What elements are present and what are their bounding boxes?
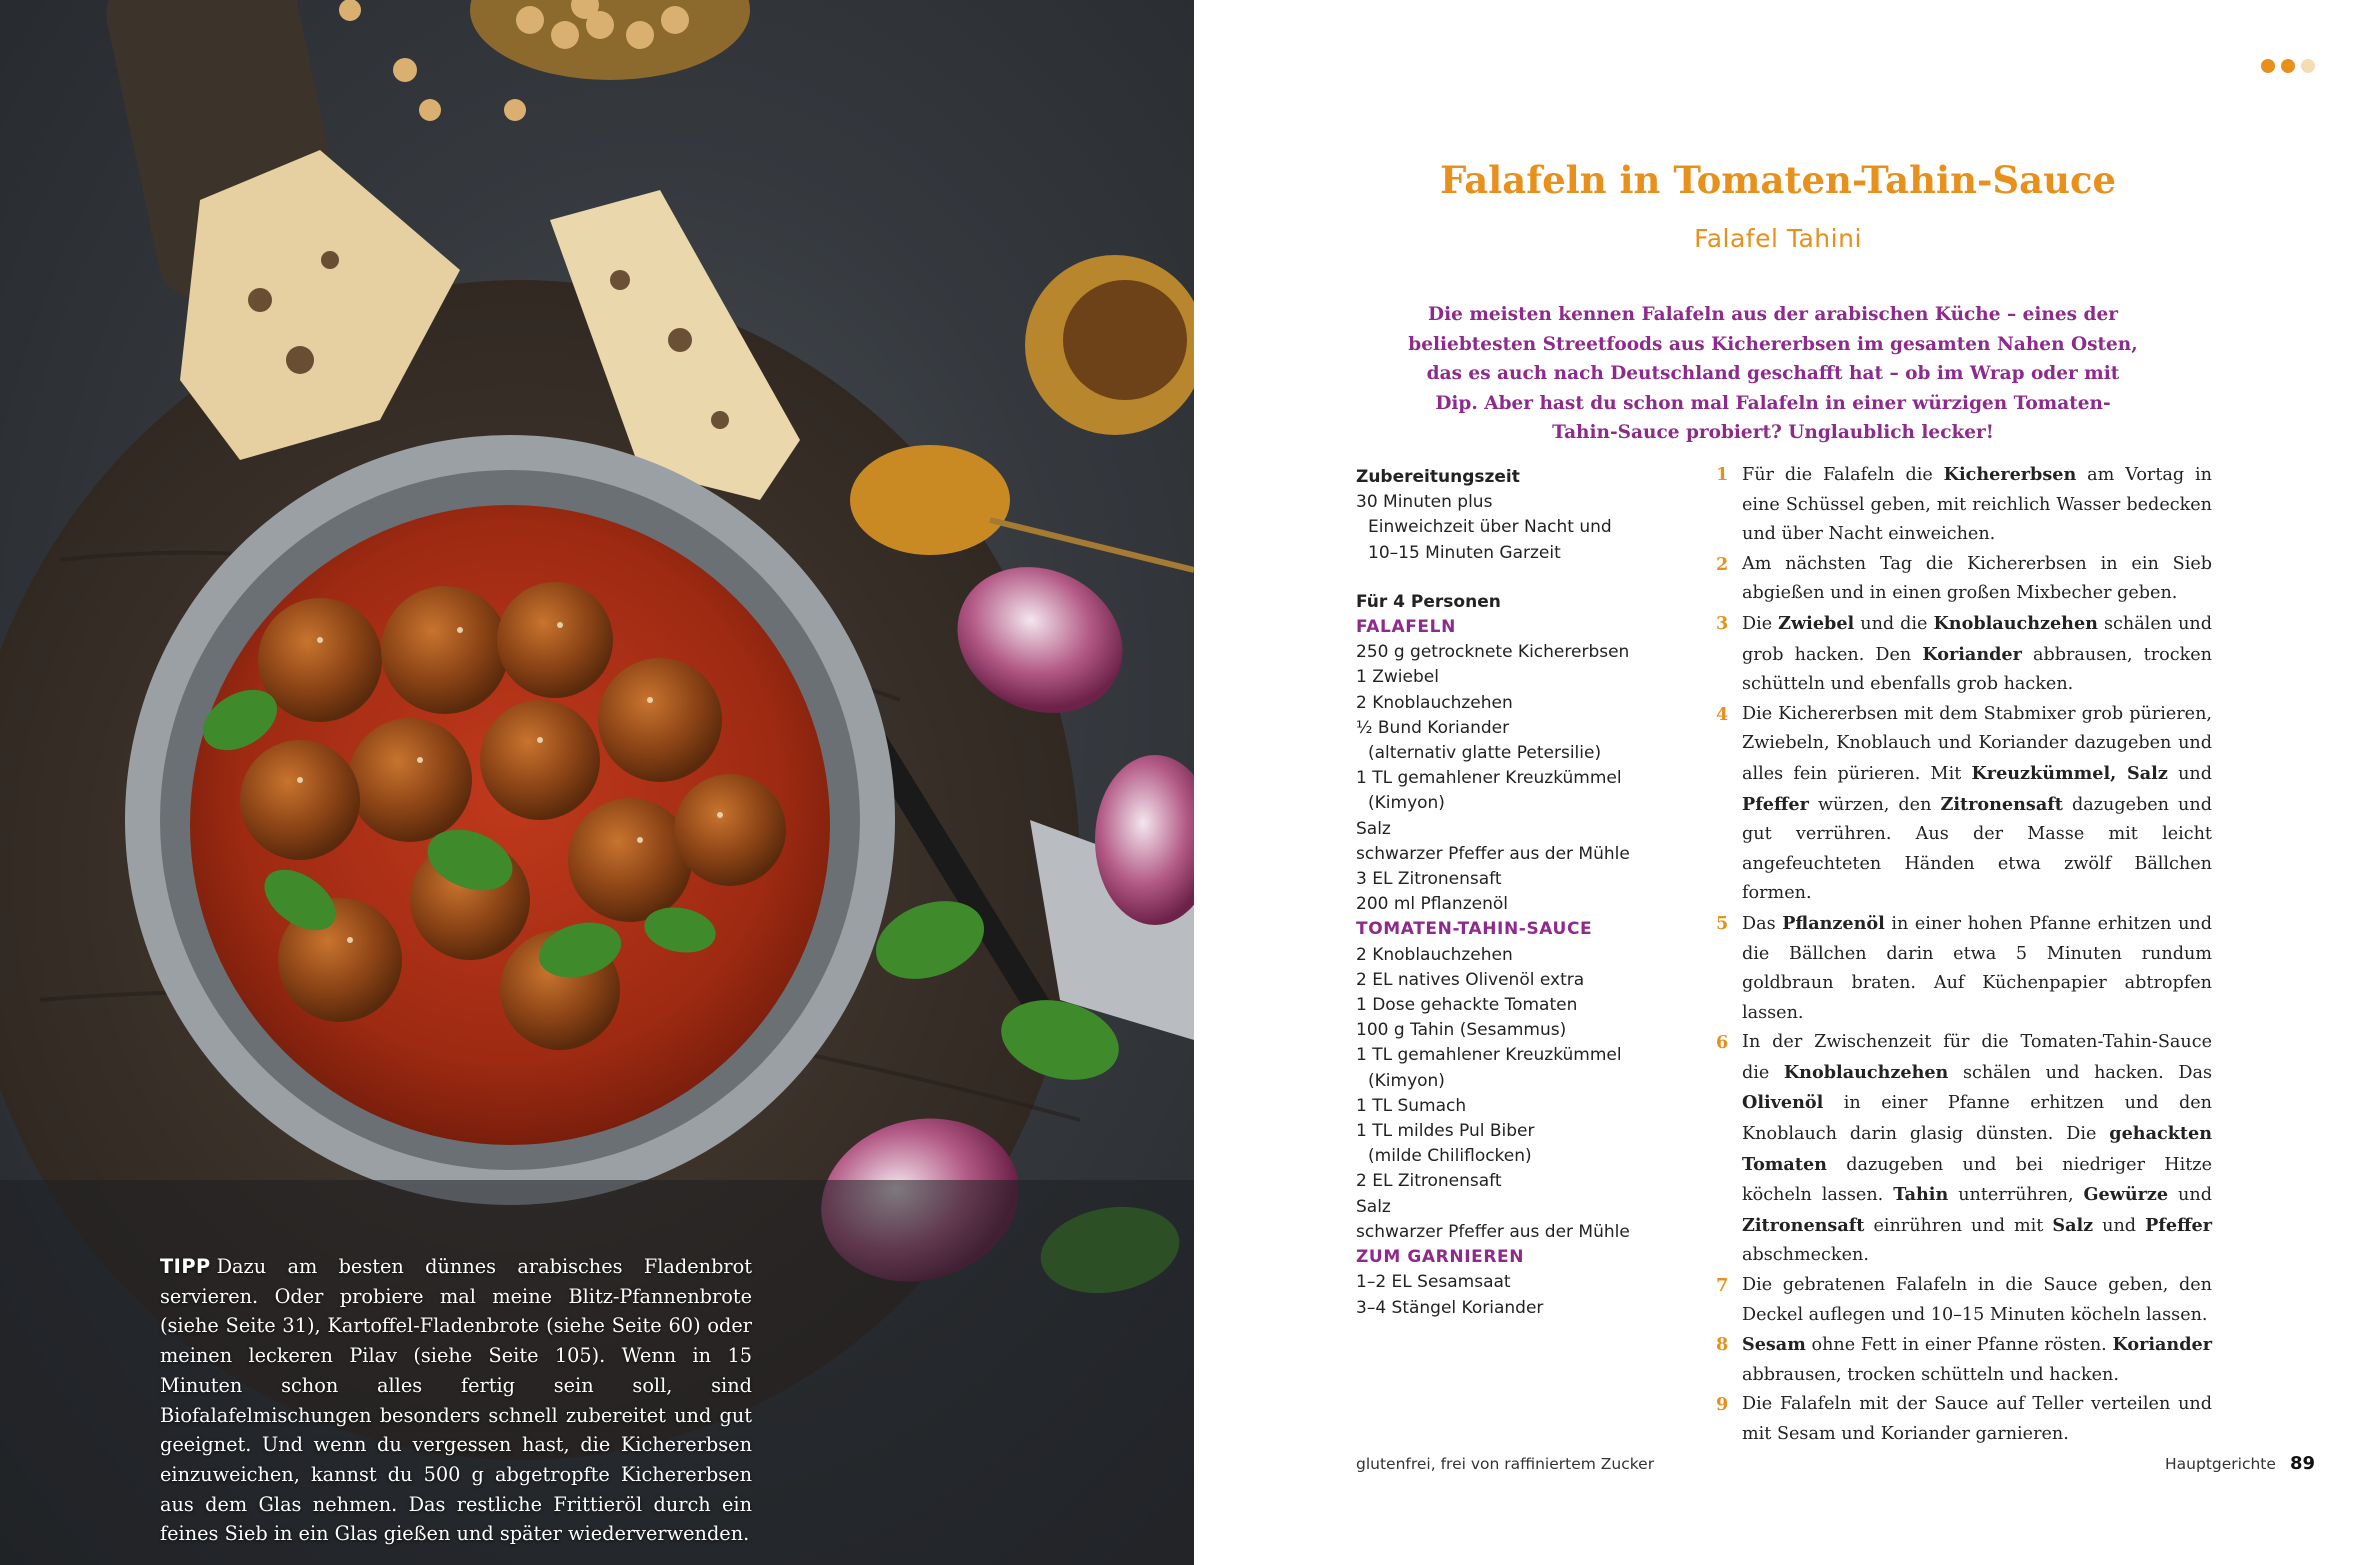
step-ingredient: Koriander bbox=[1922, 643, 2022, 665]
recipe-intro: Die meisten kennen Falafeln aus der arabischen Küche – eines der beliebtesten Streetfoods aus Kichererbsen im gesamten Nahen Osten, das es auch nach Deutschland geschafft hat – ob im Wrap oder mit Dip. Aber hast du schon mal Falafeln in einer würzigen Tomaten-Tahin-Sauce probiert? Unglaublich lecker! bbox=[1408, 304, 2138, 443]
ingredient-item: Salz bbox=[1356, 1196, 1391, 1217]
step-ingredient: Kichererbsen bbox=[1943, 464, 2077, 485]
step-text: Die bbox=[1742, 613, 1779, 634]
ingredient-item: 1 TL gemahlener Kreuzkümmel bbox=[1356, 768, 1622, 789]
step-text: Für die Falafeln die bbox=[1742, 465, 1944, 485]
dot-2 bbox=[2281, 59, 2295, 73]
step-item bbox=[1716, 1330, 2212, 1390]
step-text: dazugeben und gut verrühren. Aus der Masse mit leicht angefeuchteten Händen etwa zwölf Bällchen formen. bbox=[1742, 794, 2212, 904]
step-number: 3 bbox=[1716, 612, 1729, 634]
page-number: 89 bbox=[2289, 1453, 2315, 1474]
ingredient-item: schwarzer Pfeffer aus der Mühle bbox=[1356, 1221, 1630, 1242]
ingredient-item: 3–4 Stängel Koriander bbox=[1356, 1297, 1544, 1318]
step-ingredient: Pflanzenöl bbox=[1782, 912, 1885, 934]
ingredient-item: ½ Bund Koriander bbox=[1356, 717, 1510, 738]
step-ingredient: Olivenöl bbox=[1742, 1092, 1824, 1114]
ingredient-item: Salz bbox=[1356, 818, 1391, 839]
step-text: und bbox=[2093, 1215, 2146, 1236]
step-number: 6 bbox=[1716, 1032, 1729, 1054]
step-number: 7 bbox=[1716, 1275, 1729, 1297]
step-ingredient: Knoblauchzehen bbox=[1783, 1061, 1949, 1083]
ingredient-item: 2 EL natives Olivenöl extra bbox=[1356, 969, 1585, 990]
step-text: abbrausen, trocken schütteln und hacken. bbox=[1742, 1364, 2119, 1385]
step-text: schälen und grob hacken. Den bbox=[1742, 613, 2212, 665]
ingredient-item: (Kimyon) bbox=[1368, 793, 1445, 814]
recipe-subtitle: Falafel Tahini bbox=[1694, 224, 1862, 253]
ingredient-item: 2 Knoblauchzehen bbox=[1356, 692, 1513, 713]
step-item bbox=[1716, 460, 2212, 550]
step-item bbox=[1716, 1028, 2212, 1271]
tip-text: Dazu am besten dünnes arabisches Fladenbrot servieren. Oder probiere mal meine Blitz-Pfannenbrote (siehe Seite 31), Kartoffel-Fladenbrote (siehe Seite 60) oder meinen leckeren Pilav (siehe Seite 105). Wenn in 15 Minuten schon alles fertig sein soll, sind Biofalafelmischungen besonders schnell zubereitet und gut geeignet. Und wenn du vergessen hast, die Kichererbsen einzuweichen, kannst du 500 g abgetropfte Kichererbsen aus dem Glas nehmen. Das restliche Frittieröl durch ein feines Sieb in ein Glas gießen und später wiederverwenden. bbox=[160, 1255, 752, 1546]
ingredient-item: 200 ml Pflanzenöl bbox=[1356, 894, 1508, 915]
step-text: ohne Fett in einer Pfanne rösten. bbox=[1805, 1335, 2113, 1356]
step-ingredient: Pfeffer bbox=[2145, 1214, 2212, 1236]
step-ingredient: Sesam bbox=[1742, 1334, 1806, 1356]
prep-time-line: 10–15 Minuten Garzeit bbox=[1368, 542, 1561, 563]
ingredients-list bbox=[1356, 465, 1666, 1321]
step-text: am Vortag in eine Schüssel geben, mit reichlich Wasser bedecken und über Nacht einweichen. bbox=[1742, 465, 2213, 545]
step-ingredient: Gewürze bbox=[2083, 1184, 2169, 1206]
ingredient-item: 1 TL Sumach bbox=[1356, 1095, 1467, 1116]
step-text: in einer Pfanne erhitzen und den Knoblauch darin glasig dünsten. Die bbox=[1742, 1093, 2212, 1145]
recipe-title: Falafeln in Tomaten-Tahin-Sauce bbox=[1439, 158, 2117, 202]
step-ingredient: Pfeffer bbox=[1742, 793, 1809, 815]
step-item bbox=[1716, 909, 2212, 1028]
ingredient-item: 1 TL mildes Pul Biber bbox=[1356, 1121, 1535, 1142]
step-item bbox=[1716, 700, 2212, 909]
step-text: und bbox=[2168, 1185, 2212, 1206]
step-text: dazugeben und bei niedriger Hitze köcheln lassen. bbox=[1742, 1154, 2212, 1206]
footer-tags: glutenfrei, frei von raffiniertem Zucker bbox=[1356, 1455, 1655, 1473]
servings-heading: Für 4 Personen bbox=[1356, 591, 1501, 612]
step-ingredient: Zitronensaft bbox=[1742, 1214, 1865, 1236]
ingredient-section-title: FALAFELN bbox=[1356, 617, 1456, 638]
ingredient-item: schwarzer Pfeffer aus der Mühle bbox=[1356, 843, 1630, 864]
step-item bbox=[1716, 609, 2212, 700]
step-ingredient: Knoblauchzehen bbox=[1933, 612, 2098, 634]
step-ingredient: Koriander bbox=[2112, 1334, 2212, 1356]
ingredient-item: 3 EL Zitronensaft bbox=[1356, 869, 1502, 890]
ingredient-section-title: TOMATEN-TAHIN-SAUCE bbox=[1356, 919, 1593, 940]
ingredient-item: 2 EL Zitronensaft bbox=[1356, 1171, 1502, 1192]
step-item bbox=[1716, 550, 2212, 609]
step-text: würzen, den bbox=[1808, 794, 1941, 815]
step-text: und bbox=[2167, 763, 2212, 784]
tip-box bbox=[160, 1252, 752, 1549]
preparation-steps bbox=[1716, 460, 2212, 1450]
page-dots bbox=[2261, 59, 2315, 73]
step-text: abbrausen, trocken schütteln und ebenfalls grob hacken. bbox=[1742, 644, 2213, 695]
footer-section bbox=[2165, 1453, 2315, 1474]
step-text: schälen und hacken. Das bbox=[1948, 1062, 2212, 1083]
step-ingredient: Kreuzkümmel, Salz bbox=[1971, 762, 2168, 784]
ingredient-item: (Kimyon) bbox=[1368, 1070, 1445, 1091]
step-ingredient: Zitronensaft bbox=[1940, 793, 2063, 815]
step-number: 4 bbox=[1716, 703, 1729, 725]
step-text: abschmecken. bbox=[1742, 1245, 1869, 1266]
ingredient-item: (milde Chiliflocken) bbox=[1368, 1146, 1532, 1167]
step-text: und die bbox=[1854, 613, 1934, 634]
step-item bbox=[1716, 1390, 2212, 1449]
step-item bbox=[1716, 1271, 2212, 1330]
step-text: in einer hohen Pfanne erhitzen und die Bällchen darin etwa 5 Minuten rundum goldbraun braten. Auf Küchenpapier abtropfen lassen. bbox=[1742, 913, 2212, 1023]
recipe-page bbox=[1194, 0, 2362, 1565]
step-ingredient: Tahin bbox=[1893, 1184, 1949, 1206]
ingredient-item: 1 TL gemahlener Kreuzkümmel bbox=[1356, 1045, 1622, 1066]
ingredient-section-title: ZUM GARNIEREN bbox=[1356, 1247, 1525, 1268]
step-ingredient: gehackten Tomaten bbox=[1742, 1123, 2212, 1175]
step-text: Das bbox=[1742, 913, 1783, 934]
ingredient-item: 100 g Tahin (Sesammus) bbox=[1356, 1020, 1567, 1041]
ingredient-item: 1–2 EL Sesamsaat bbox=[1356, 1272, 1511, 1293]
prep-time-heading: Zubereitungszeit bbox=[1356, 467, 1520, 487]
tip-label: TIPP bbox=[160, 1255, 211, 1278]
step-number: 1 bbox=[1716, 464, 1729, 485]
step-number: 5 bbox=[1716, 912, 1729, 934]
ingredient-item: 250 g getrocknete Kichererbsen bbox=[1356, 642, 1630, 663]
step-text: Am nächsten Tag die Kichererbsen in ein Sieb abgießen und in einen großen Mixbecher geben. bbox=[1742, 553, 2212, 604]
step-ingredient: Zwiebel bbox=[1778, 612, 1855, 634]
step-text: Die gebratenen Falafeln in die Sauce geben, den Deckel auflegen und 10–15 Minuten köcheln lassen. bbox=[1742, 1275, 2212, 1325]
ingredient-item: 1 Zwiebel bbox=[1356, 667, 1439, 688]
step-text: Die Falafeln mit der Sauce auf Teller verteilen und mit Sesam und Koriander garnieren. bbox=[1742, 1394, 2212, 1444]
footer-section-name: Hauptgerichte bbox=[2165, 1455, 2276, 1473]
step-text: Die Kichererbsen mit dem Stabmixer grob pürieren, Zwiebeln, Knoblauch und Koriander dazugeben und alles fein pürieren. Mit bbox=[1742, 703, 2212, 784]
ingredient-item: 1 Dose gehackte Tomaten bbox=[1356, 995, 1578, 1016]
prep-time-line: Einweichzeit über Nacht und bbox=[1368, 517, 1612, 538]
ingredient-item: (alternativ glatte Petersilie) bbox=[1368, 743, 1602, 764]
prep-time-line: 30 Minuten plus bbox=[1356, 492, 1493, 513]
dot-3 bbox=[2301, 59, 2315, 73]
step-text: In der Zwischenzeit für die Tomaten-Tahin-Sauce die bbox=[1742, 1032, 2212, 1083]
step-text: unterrühren, bbox=[1948, 1185, 2084, 1206]
ingredient-item: 2 Knoblauchzehen bbox=[1356, 944, 1513, 965]
dot-1 bbox=[2261, 59, 2275, 73]
step-text: einrühren und mit bbox=[1864, 1215, 2053, 1236]
step-number: 9 bbox=[1716, 1394, 1729, 1416]
step-ingredient: Salz bbox=[2052, 1214, 2094, 1236]
step-number: 2 bbox=[1716, 553, 1729, 575]
step-number: 8 bbox=[1716, 1334, 1729, 1356]
